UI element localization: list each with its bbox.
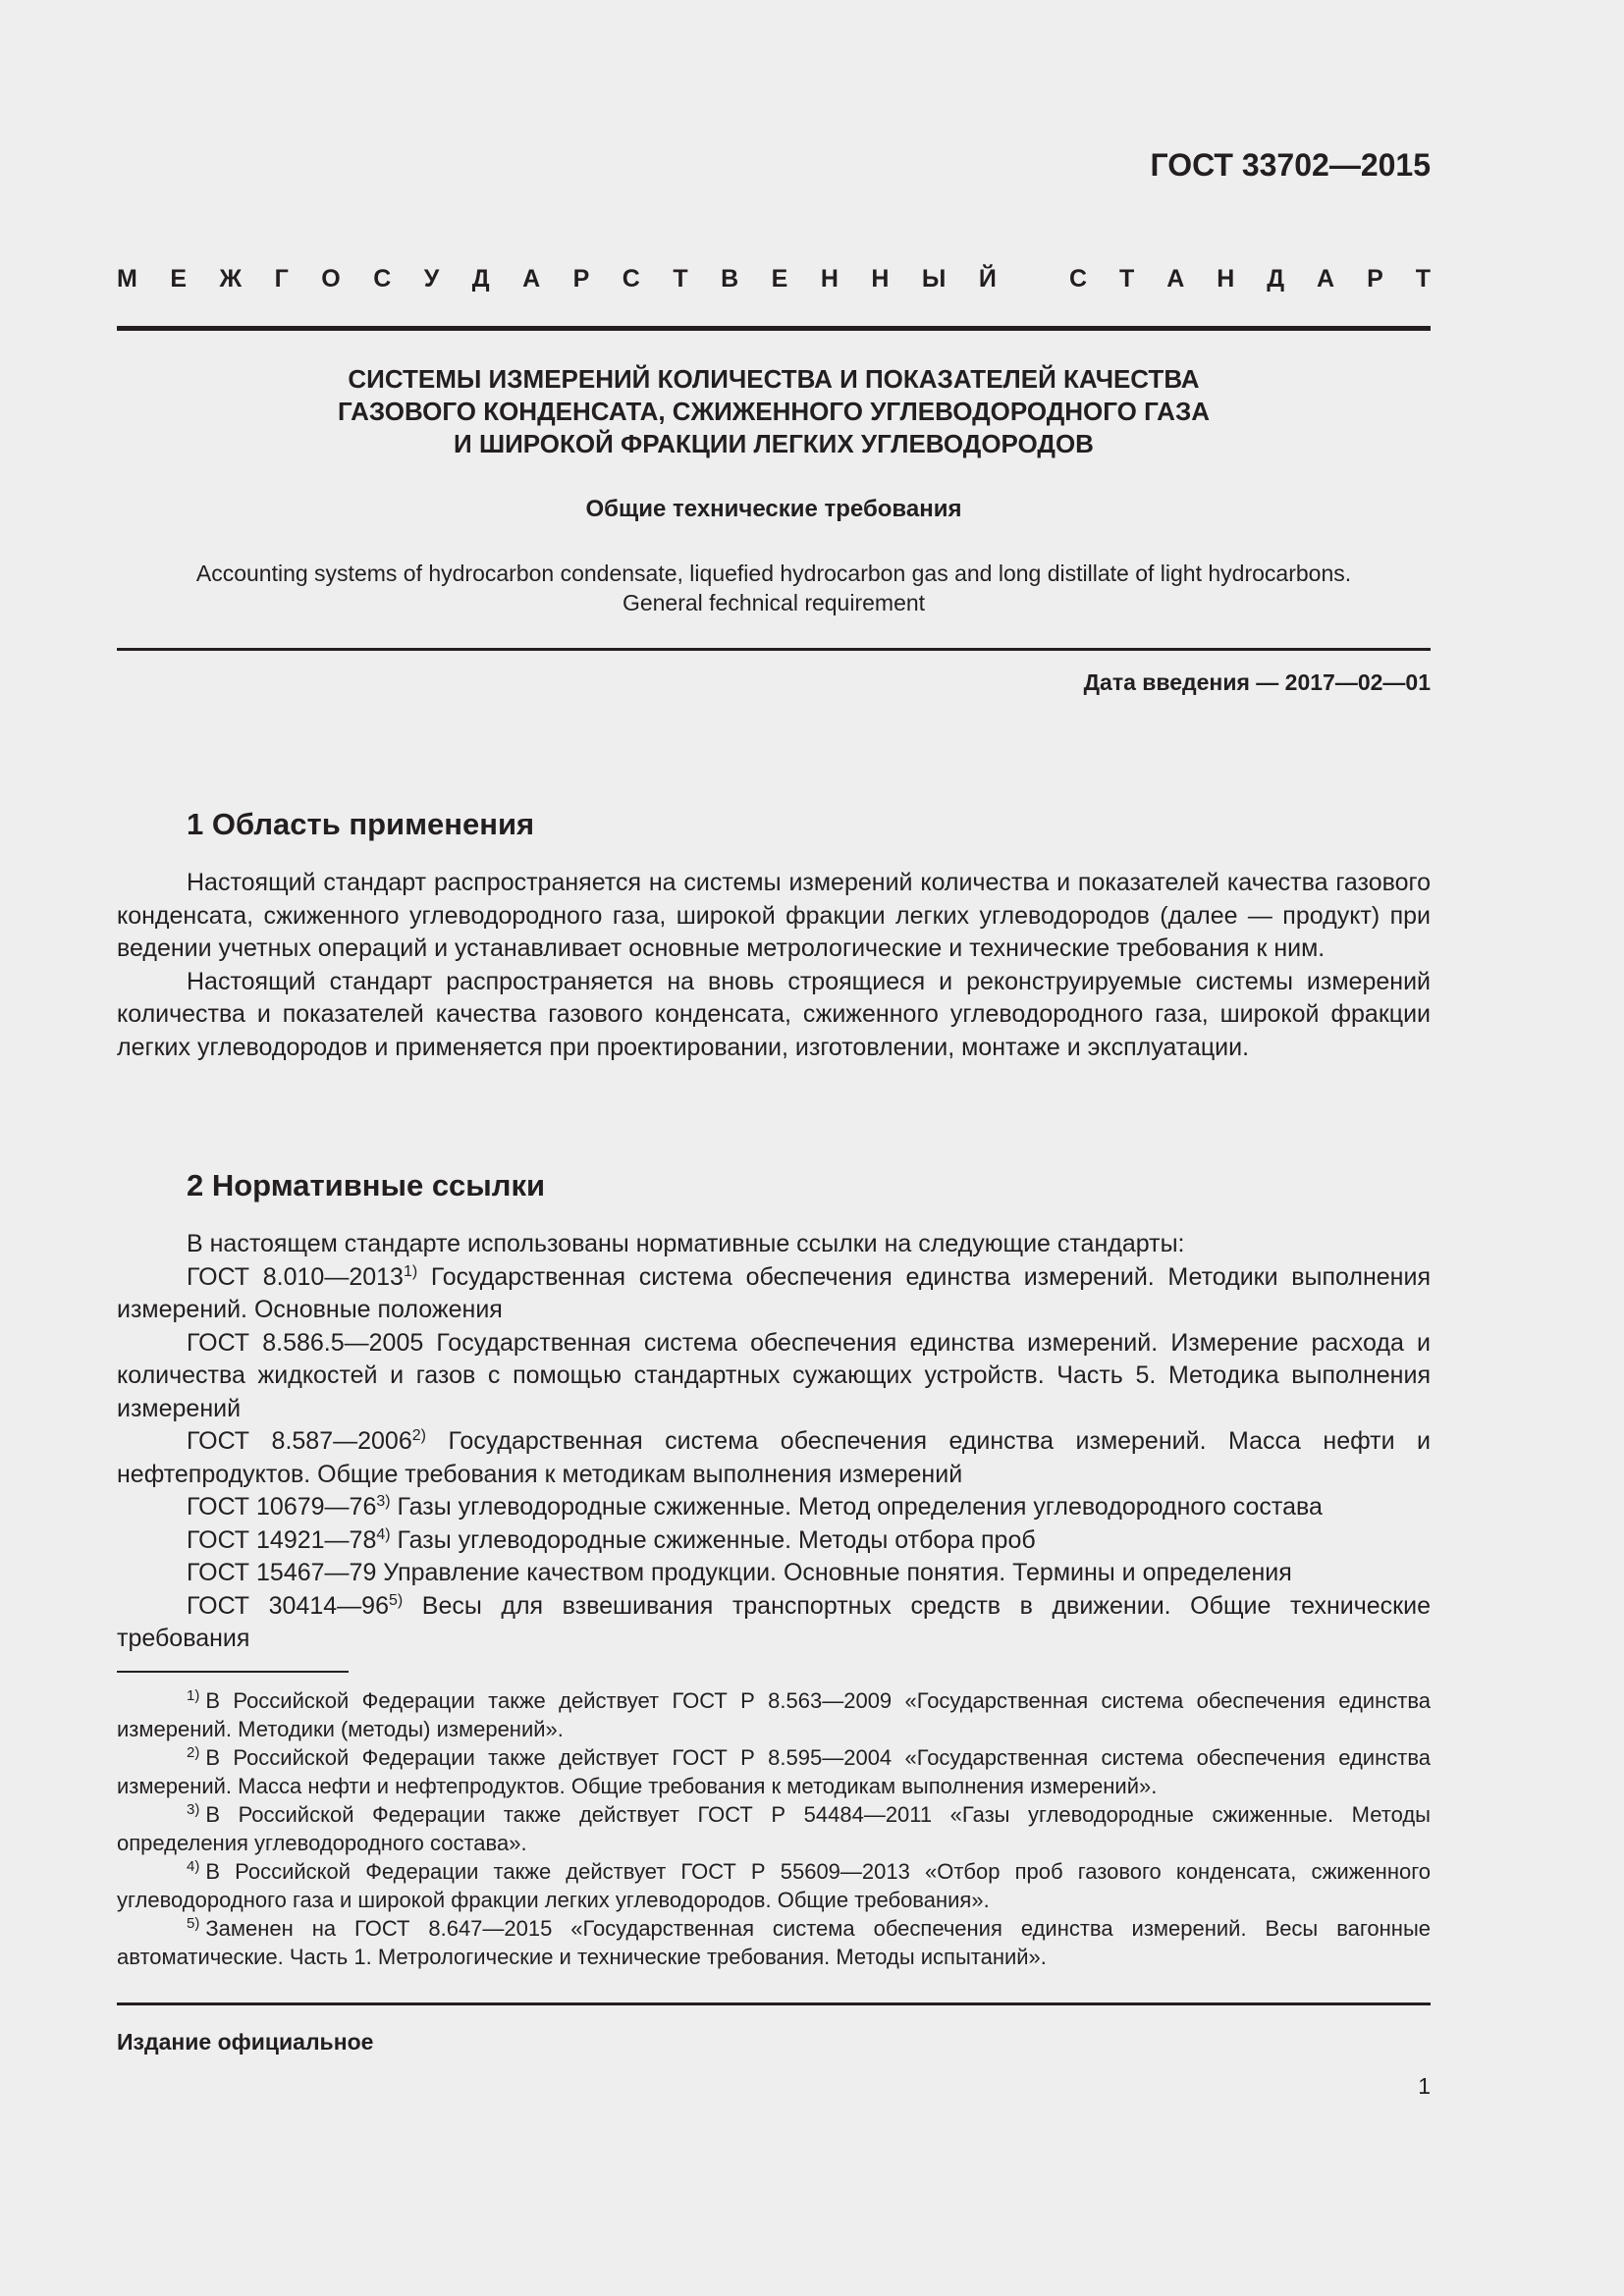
standard-type-word1 [117,265,997,294]
reference-code: ГОСТ 14921—78 [187,1525,377,1554]
reference-code: ГОСТ 10679—76 [187,1493,377,1521]
section-2-body [117,1228,1431,1656]
letter: У [423,265,440,293]
page-number: 1 [1418,2073,1431,2099]
letter: Д [1267,265,1285,293]
title-rule [117,648,1431,651]
footnote-mark: 3) [187,1801,200,1818]
reference-code: ГОСТ 8.587—2006 [187,1427,412,1455]
footnote-item [117,1857,1431,1914]
letter: Т [1119,265,1135,293]
normative-references-list [117,1261,1431,1656]
reference-code: ГОСТ 15467—79 [187,1559,377,1586]
letter: А [1317,265,1335,293]
reference-item [117,1261,1431,1327]
letter: С [1069,265,1088,293]
footnote-mark: 3) [376,1493,391,1510]
footnote-text: Заменен на ГОСТ 8.647—2015 «Государственная система обеспечения единства измерений. Весы вагонные автоматические. Часть 1. Метрологические и технические требования. Методы испытаний». [117,1916,1431,1969]
footnote-mark: 1) [403,1262,418,1280]
title-line-1: СИСТЕМЫ ИЗМЕРЕНИЙ КОЛИЧЕСТВА И ПОКАЗАТЕЛЕЙ КАЧЕСТВА [348,364,1200,394]
letter: Н [1217,265,1235,293]
footnote-item [117,1686,1431,1743]
footnote-text: В Российской Федерации также действует ГОСТ Р 55609—2013 «Отбор проб газового конденсата, сжиженного углеводородного газа и широкой фракции легких углеводородов. Общие требования». [117,1859,1431,1912]
standard-type-heading [117,265,1431,294]
letter: В [721,265,739,293]
reference-item [117,1425,1431,1491]
letter: Т [1415,265,1431,293]
footnote-mark: 5) [187,1915,200,1932]
reference-item [117,1590,1431,1656]
letter: Е [170,265,187,293]
letter: А [1166,265,1185,293]
footer-rule [117,2002,1431,2005]
english-title-line-2: General fechnical requirement [622,590,926,615]
reference-item [117,1557,1431,1590]
footnote-mark: 1) [187,1687,200,1704]
introduction-date: Дата введения — 2017—02—01 [1083,669,1431,695]
letter: С [622,265,640,293]
section-1-heading: 1 Область применения [187,807,535,841]
footnote-separator [117,1671,349,1673]
letter: Р [572,265,590,293]
letter: С [373,265,392,293]
footnote-item [117,1800,1431,1857]
footnote-item [117,1743,1431,1800]
letter: Г [274,265,289,293]
document-subtitle: Общие технические требования [585,496,962,522]
letter: Й [978,265,997,293]
letter: Н [820,265,839,293]
official-edition-label: Издание официальное [117,2029,374,2055]
reference-title: Газы углеводородные сжиженные. Метод определения углеводородного состава [390,1493,1323,1521]
reference-title: Весы для взвешивания транспортных средств в движении. Общие технические требования [117,1591,1431,1652]
letter: М [117,265,137,293]
header-rule [117,326,1431,331]
footnote-text: В Российской Федерации также действует ГОСТ Р 54484—2011 «Газы углеводородные сжиженные. Методы определения углеводородного состава». [117,1802,1431,1855]
title-line-3: И ШИРОКОЙ ФРАКЦИИ ЛЕГКИХ УГЛЕВОДОРОДОВ [454,429,1094,458]
letter: Д [471,265,490,293]
section-2-heading: 2 Нормативные ссылки [187,1168,546,1202]
reference-code: ГОСТ 30414—96 [187,1591,389,1620]
reference-title: Государственная система обеспечения единства измерений. Методики выполнения измерений. Основные положения [117,1262,1431,1323]
section-2-intro: В настоящем стандарте использованы нормативные ссылки на следующие стандарты: [187,1230,1185,1257]
footnote-mark: 2) [411,1427,426,1444]
english-title [117,559,1431,617]
reference-item [117,1327,1431,1426]
reference-code: ГОСТ 8.010—2013 [187,1262,404,1291]
footnote-text: В Российской Федерации также действует ГОСТ Р 8.595—2004 «Государственная система обеспечения единства измерений. Масса нефти и нефтепродуктов. Общие требования к методикам выполнения измерений». [117,1745,1431,1798]
letter: Ж [219,265,243,293]
letter: Р [1367,265,1383,293]
standard-type-word2 [1069,265,1431,294]
letter: Е [771,265,788,293]
footnotes [117,1686,1431,1971]
letter: А [522,265,541,293]
letter: Н [871,265,890,293]
document-title [117,363,1431,460]
letter: О [321,265,341,293]
reference-title: Государственная система обеспечения единства измерений. Масса нефти и нефтепродуктов. Общие требования к методикам выполнения измерений [117,1427,1431,1488]
footnote-mark: 5) [388,1591,404,1609]
letter: Т [673,265,688,293]
footnote-text: В Российской Федерации также действует ГОСТ Р 8.563—2009 «Государственная система обеспечения единства измерений. Методики (методы) измерений». [117,1688,1431,1741]
reference-code: ГОСТ 8.586.5—2005 [187,1328,424,1357]
footnote-mark: 4) [376,1525,391,1543]
reference-item [117,1491,1431,1524]
letter: Ы [921,265,947,293]
footnote-mark: 4) [187,1858,200,1875]
reference-title: Управление качеством продукции. Основные понятия. Термины и определения [376,1559,1292,1586]
footnote-mark: 2) [187,1744,200,1761]
english-title-line-1: Accounting systems of hydrocarbon condensate, liquefied hydrocarbon gas and long distillate of light hydrocarbons. [195,561,1352,586]
reference-title: Государственная система обеспечения единства измерений. Измерение расхода и количества жидкостей и газов с помощью стандартных сужающих устройств. Часть 5. Методика выполнения измерений [117,1328,1431,1422]
title-line-2: ГАЗОВОГО КОНДЕНСАТА, СЖИЖЕННОГО УГЛЕВОДОРОДНОГО ГАЗА [337,397,1211,426]
reference-title: Газы углеводородные сжиженные. Методы отбора проб [390,1525,1036,1554]
section-1-body [117,867,1431,1064]
document-number: ГОСТ 33702—2015 [1150,147,1431,183]
section-1-paragraph-1: Настоящий стандарт распространяется на системы измерений количества и показателей качества газового конденсата, сжиженного углеводородного газа, широкой фракции легких углеводородов (далее — продукт) при ведении учетных операций и устанавливает основные метрологические и технические требования к ним. [117,869,1431,962]
section-1-paragraph-2: Настоящий стандарт распространяется на вновь строящиеся и реконструируемые системы измерений количества и показателей качества газового конденсата, сжиженного углеводородного газа, широкой фракции легких углеводородов и применяется при проектировании, изготовлении, монтаже и эксплуатации. [117,967,1431,1061]
footnote-item [117,1914,1431,1971]
reference-item [117,1524,1431,1558]
